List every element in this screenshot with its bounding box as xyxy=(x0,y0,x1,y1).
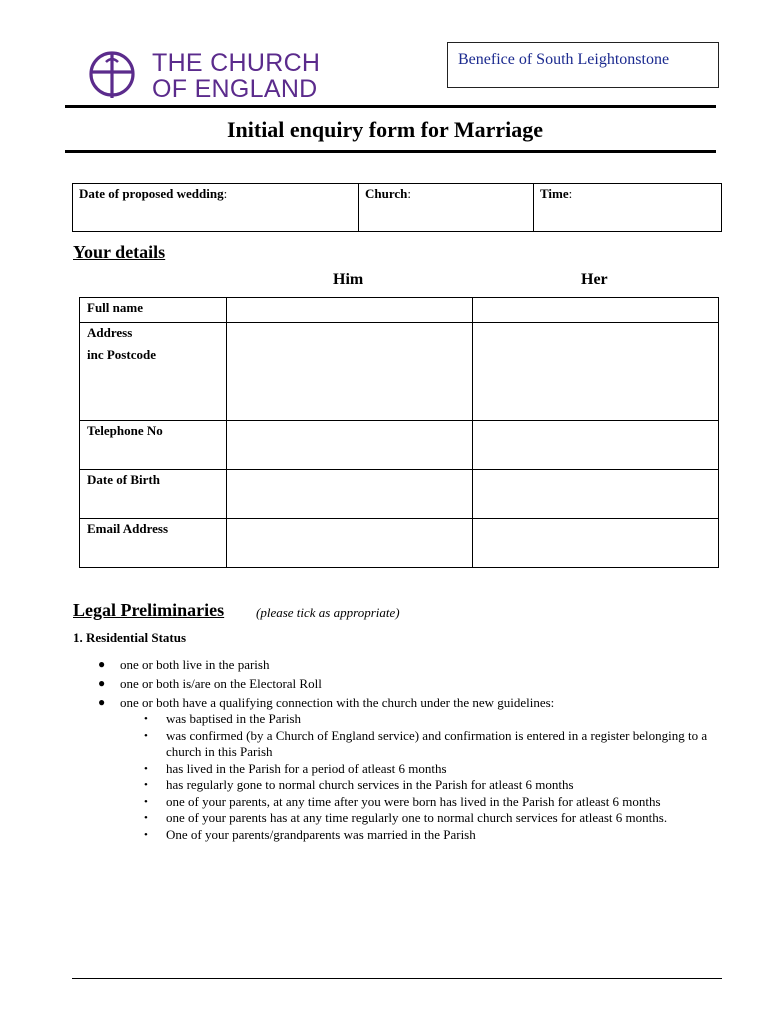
time-cell[interactable] xyxy=(534,184,722,232)
legal-note: (please tick as appropriate) xyxy=(256,605,400,620)
her-full-name-field[interactable] xyxy=(473,298,719,323)
bullet-icon: • xyxy=(144,779,148,791)
label-colon: : xyxy=(407,186,412,201)
benefice-name: Benefice of South Leightonstone xyxy=(458,51,670,68)
bullet-icon: • xyxy=(144,812,148,824)
bullet-icon: ● xyxy=(98,695,106,709)
bullet-icon: • xyxy=(144,762,148,775)
label-colon: : xyxy=(568,186,573,201)
list-item-text: one of your parents has at any time regularly one to normal church services for atleast 6 months. xyxy=(166,810,668,825)
him-address-field[interactable] xyxy=(227,323,473,421)
bullet-icon: • xyxy=(144,795,148,808)
residential-status-list xyxy=(98,656,728,845)
him-telephone-field[interactable] xyxy=(227,421,473,470)
list-item[interactable] xyxy=(144,728,728,761)
her-email-field[interactable] xyxy=(473,519,719,568)
list-item[interactable] xyxy=(98,675,728,692)
church-cell[interactable] xyxy=(359,184,534,232)
list-item[interactable] xyxy=(144,794,728,811)
full-name-label: Full name xyxy=(80,298,227,323)
table-row xyxy=(80,470,719,519)
him-dob-field[interactable] xyxy=(227,470,473,519)
church-label: Church xyxy=(365,186,408,201)
list-item[interactable] xyxy=(144,777,728,794)
table-row xyxy=(80,519,719,568)
bullet-icon: ● xyxy=(98,657,106,671)
him-email-field[interactable] xyxy=(227,519,473,568)
title-rule-top xyxy=(65,105,716,108)
your-details-heading: Your details xyxy=(73,242,166,262)
benefice-box xyxy=(447,42,719,88)
list-item-text: was confirmed (by a Church of England service) and confirmation is entered in a register belonging to a church in this Parish xyxy=(166,727,708,759)
bullet-icon: • xyxy=(144,729,148,742)
list-item-text: has regularly gone to normal church services in the Parish for atleast 6 months xyxy=(166,777,574,792)
title-rule-bottom xyxy=(65,150,716,153)
her-address-field[interactable] xyxy=(473,323,719,421)
him-column-header: Him xyxy=(333,271,364,288)
her-dob-field[interactable] xyxy=(473,470,719,519)
bullet-icon: • xyxy=(144,713,148,725)
qualifying-connection-list xyxy=(144,711,728,843)
table-row xyxy=(80,298,719,323)
details-table xyxy=(79,297,719,568)
list-item[interactable] xyxy=(98,656,728,673)
list-item-text: has lived in the Parish for a period of atleast 6 months xyxy=(166,760,447,776)
list-item[interactable] xyxy=(144,761,728,778)
address-label xyxy=(80,323,227,421)
page-title: Initial enquiry form for Marriage xyxy=(226,117,544,142)
list-item[interactable] xyxy=(144,711,728,728)
dob-label: Date of Birth xyxy=(80,470,227,519)
list-item-text: one or both have a qualifying connection with the church under the new guidelines: xyxy=(120,695,555,710)
wedding-info-table xyxy=(72,183,722,232)
postcode-label-text: inc Postcode xyxy=(87,347,156,362)
table-row xyxy=(80,421,719,470)
bullet-icon: • xyxy=(144,828,148,841)
list-item[interactable] xyxy=(144,827,728,844)
list-item-text: one of your parents, at any time after you were born has lived in the Parish for atleast 6 months xyxy=(166,793,661,809)
wedding-date-label: Date of proposed wedding xyxy=(79,186,224,201)
legal-preliminaries-heading: Legal Preliminaries xyxy=(73,600,225,620)
footer-rule xyxy=(72,978,722,979)
address-label-text: Address xyxy=(87,325,133,340)
telephone-label: Telephone No xyxy=(80,421,227,470)
logo-text-line2: OF ENGLAND xyxy=(152,75,318,103)
wedding-date-cell[interactable] xyxy=(73,184,359,232)
bullet-icon: ● xyxy=(98,676,106,690)
list-item-text: one or both is/are on the Electoral Roll xyxy=(120,676,322,691)
cross-circle-icon xyxy=(88,48,142,100)
label-colon: : xyxy=(223,186,228,201)
list-item[interactable] xyxy=(98,694,728,843)
him-full-name-field[interactable] xyxy=(227,298,473,323)
residential-status-heading: 1. Residential Status xyxy=(73,630,187,645)
list-item-text: one or both live in the parish xyxy=(120,657,270,672)
list-item-text: One of your parents/grandparents was married in the Parish xyxy=(166,826,476,842)
list-item[interactable] xyxy=(144,810,728,827)
time-label: Time xyxy=(540,186,569,201)
her-column-header: Her xyxy=(581,271,608,288)
logo-text-line1: THE CHURCH xyxy=(152,49,321,77)
table-row xyxy=(80,323,719,421)
list-item-text: was baptised in the Parish xyxy=(166,711,302,726)
her-telephone-field[interactable] xyxy=(473,421,719,470)
email-label: Email Address xyxy=(80,519,227,568)
